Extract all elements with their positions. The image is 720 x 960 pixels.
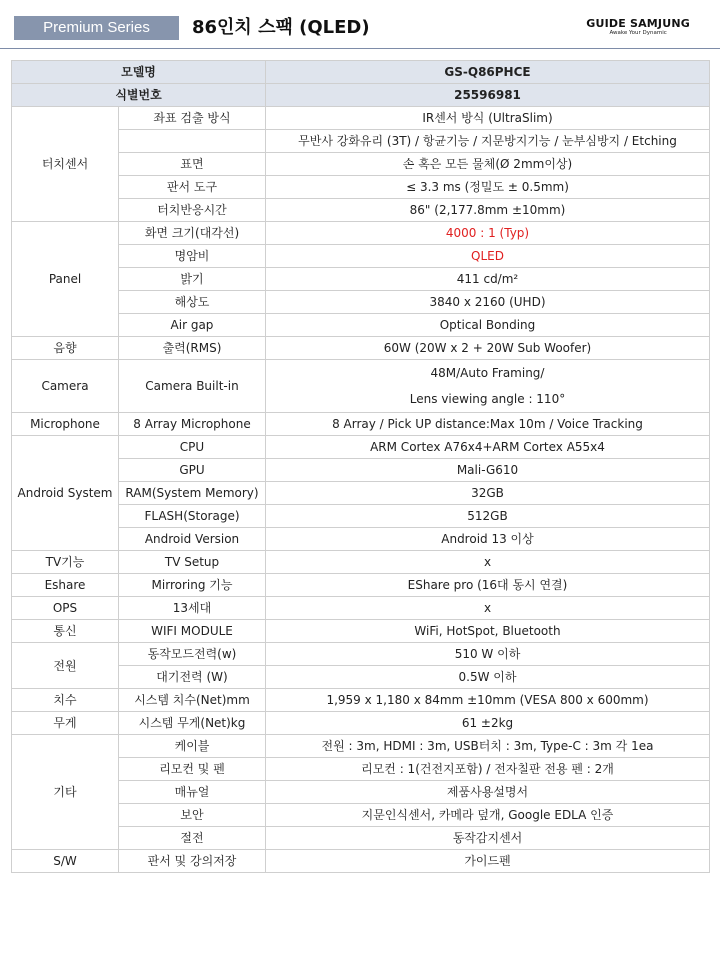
spec-value: x bbox=[266, 597, 710, 620]
spec-item: 동작모드전력(w) bbox=[119, 643, 266, 666]
spec-category: 전원 bbox=[12, 643, 119, 689]
spec-item: 시스템 치수(Net)mm bbox=[119, 689, 266, 712]
spec-item: Camera Built-in bbox=[119, 360, 266, 413]
spec-value: 가이드펜 bbox=[266, 850, 710, 873]
spec-item: 케이블 bbox=[119, 735, 266, 758]
spec-value: 리모컨 : 1(건전지포함) / 전자칠판 전용 펜 : 2개 bbox=[266, 758, 710, 781]
spec-category: S/W bbox=[12, 850, 119, 873]
spec-item: 시스템 무게(Net)kg bbox=[119, 712, 266, 735]
spec-value: 1,959 x 1,180 x 84mm ±10mm (VESA 800 x 600mm) bbox=[266, 689, 710, 712]
spec-row bbox=[12, 107, 710, 130]
spec-value: 512GB bbox=[266, 505, 710, 528]
spec-item: 표면 bbox=[119, 153, 266, 176]
spec-item: FLASH(Storage) bbox=[119, 505, 266, 528]
spec-value: 지문인식센서, 카메라 덮개, Google EDLA 인증 bbox=[266, 804, 710, 827]
spec-value: EShare pro (16대 동시 연결) bbox=[266, 574, 710, 597]
spec-row bbox=[12, 222, 710, 245]
spec-item: 판서 도구 bbox=[119, 176, 266, 199]
spec-item: 리모컨 및 펜 bbox=[119, 758, 266, 781]
spec-value: 86" (2,177.8mm ±10mm) bbox=[266, 199, 710, 222]
spec-value: x bbox=[266, 551, 710, 574]
spec-item bbox=[119, 130, 266, 153]
spec-category: 통신 bbox=[12, 620, 119, 643]
spec-value: Optical Bonding bbox=[266, 314, 710, 337]
spec-item: TV Setup bbox=[119, 551, 266, 574]
spec-category: 터치센서 bbox=[12, 107, 119, 222]
spec-item: Android Version bbox=[119, 528, 266, 551]
spec-item: 터치반응시간 bbox=[119, 199, 266, 222]
spec-value: 제품사용설명서 bbox=[266, 781, 710, 804]
spec-item: Air gap bbox=[119, 314, 266, 337]
spec-category: 치수 bbox=[12, 689, 119, 712]
spec-value: Mali-G610 bbox=[266, 459, 710, 482]
spec-row bbox=[12, 735, 710, 758]
spec-row bbox=[12, 360, 710, 413]
spec-value: 8 Array / Pick UP distance:Max 10m / Voice Tracking bbox=[266, 413, 710, 436]
brand-tagline: Awake Your Dynamic bbox=[609, 30, 667, 36]
spec-category: 무게 bbox=[12, 712, 119, 735]
spec-value: QLED bbox=[266, 245, 710, 268]
spec-value: WiFi, HotSpot, Bluetooth bbox=[266, 620, 710, 643]
spec-item: 명암비 bbox=[119, 245, 266, 268]
spec-category: 음향 bbox=[12, 337, 119, 360]
brand-logo bbox=[586, 17, 690, 36]
spec-category: TV기능 bbox=[12, 551, 119, 574]
spec-row bbox=[12, 689, 710, 712]
spec-item: 대기전력 (W) bbox=[119, 666, 266, 689]
spec-row bbox=[12, 413, 710, 436]
spec-head-value: 25596981 bbox=[266, 84, 710, 107]
spec-item: 8 Array Microphone bbox=[119, 413, 266, 436]
spec-row bbox=[12, 337, 710, 360]
spec-category: Eshare bbox=[12, 574, 119, 597]
spec-table bbox=[11, 60, 710, 873]
page-title: 86인치 스팩 (QLED) bbox=[192, 17, 370, 38]
spec-value: 4000 : 1 (Typ) bbox=[266, 222, 710, 245]
spec-value: 510 W 이하 bbox=[266, 643, 710, 666]
spec-value: 3840 x 2160 (UHD) bbox=[266, 291, 710, 314]
spec-head-row bbox=[12, 61, 710, 84]
spec-value-line: 48M/Auto Framing/ bbox=[430, 366, 545, 380]
spec-value-line: Lens viewing angle : 110° bbox=[409, 392, 566, 406]
spec-item: 보안 bbox=[119, 804, 266, 827]
spec-row bbox=[12, 597, 710, 620]
spec-value: IR센서 방식 (UltraSlim) bbox=[266, 107, 710, 130]
spec-item: RAM(System Memory) bbox=[119, 482, 266, 505]
spec-row bbox=[12, 620, 710, 643]
header-divider bbox=[0, 48, 720, 49]
spec-head-label: 식별번호 bbox=[12, 84, 266, 107]
spec-item: GPU bbox=[119, 459, 266, 482]
spec-category: Panel bbox=[12, 222, 119, 337]
spec-category: OPS bbox=[12, 597, 119, 620]
spec-value: ARM Cortex A76x4+ARM Cortex A55x4 bbox=[266, 436, 710, 459]
series-badge: Premium Series bbox=[14, 16, 179, 40]
spec-value: 0.5W 이하 bbox=[266, 666, 710, 689]
brand-name: GUIDE SAMJUNG bbox=[586, 17, 690, 30]
spec-value: 손 혹은 모든 물체(Ø 2mm이상) bbox=[266, 153, 710, 176]
page-header bbox=[0, 0, 720, 52]
spec-value: 무반사 강화유리 (3T) / 항균기능 / 지문방지기능 / 눈부심방지 / Etching bbox=[266, 130, 710, 153]
spec-value: ≤ 3.3 ms (정밀도 ± 0.5mm) bbox=[266, 176, 710, 199]
spec-value: 61 ±2kg bbox=[266, 712, 710, 735]
spec-row bbox=[12, 551, 710, 574]
spec-item: 해상도 bbox=[119, 291, 266, 314]
spec-row bbox=[12, 712, 710, 735]
spec-row bbox=[12, 574, 710, 597]
spec-value: 32GB bbox=[266, 482, 710, 505]
spec-item: 절전 bbox=[119, 827, 266, 850]
spec-item: 좌표 검출 방식 bbox=[119, 107, 266, 130]
spec-item: CPU bbox=[119, 436, 266, 459]
spec-category: 기타 bbox=[12, 735, 119, 850]
spec-item: 13세대 bbox=[119, 597, 266, 620]
spec-category: Android System bbox=[12, 436, 119, 551]
spec-row bbox=[12, 850, 710, 873]
spec-value bbox=[266, 360, 710, 413]
spec-item: 밝기 bbox=[119, 268, 266, 291]
spec-item: WIFI MODULE bbox=[119, 620, 266, 643]
spec-value: 전원 : 3m, HDMI : 3m, USB터치 : 3m, Type-C : 3m 각 1ea bbox=[266, 735, 710, 758]
spec-head-label: 모델명 bbox=[12, 61, 266, 84]
spec-item: 화면 크기(대각선) bbox=[119, 222, 266, 245]
spec-category: Microphone bbox=[12, 413, 119, 436]
spec-item: 매뉴얼 bbox=[119, 781, 266, 804]
spec-head-row bbox=[12, 84, 710, 107]
spec-value: 60W (20W x 2 + 20W Sub Woofer) bbox=[266, 337, 710, 360]
spec-value: 동작감지센서 bbox=[266, 827, 710, 850]
spec-head-value: GS-Q86PHCE bbox=[266, 61, 710, 84]
spec-category: Camera bbox=[12, 360, 119, 413]
spec-value: 411 cd/m² bbox=[266, 268, 710, 291]
spec-item: 판서 및 강의저장 bbox=[119, 850, 266, 873]
spec-row bbox=[12, 643, 710, 666]
spec-value: Android 13 이상 bbox=[266, 528, 710, 551]
spec-item: 출력(RMS) bbox=[119, 337, 266, 360]
spec-row bbox=[12, 436, 710, 459]
spec-item: Mirroring 기능 bbox=[119, 574, 266, 597]
